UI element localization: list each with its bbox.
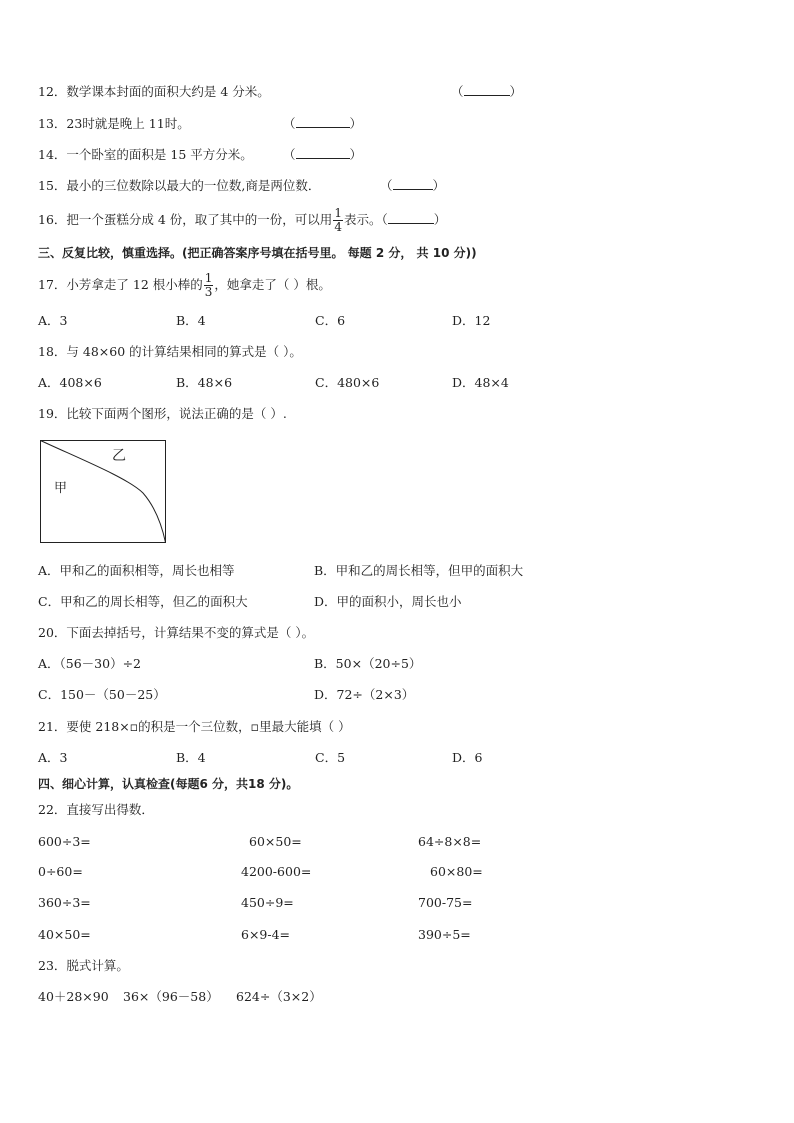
q19-option-d[interactable]: D．甲的面积小，周长也小 [314,594,462,609]
question-17: 17．小芳拿走了 12 根小棒的 $\frac{1}{3}$ ，她拿走了（ ）根。 [38,271,331,299]
q17-option-c[interactable]: C．6 [315,313,346,328]
answer-blank [393,178,433,190]
calc-item: 60×80= [430,864,483,879]
calc-item: 700-75= [418,895,473,910]
label-jia: 甲 [54,481,68,496]
calc-item: 60×50= [249,834,302,849]
expression-item: 40＋28×90 [38,989,109,1004]
question-23: 23．脱式计算。 [38,958,129,973]
q19-option-a[interactable]: A．甲和乙的面积相等，周长也相等 [38,563,235,578]
question-16: 16．把一个蛋糕分成 4 份，取了其中的一份，可以用 $\frac{1}{4}$ 表示。（ ） [38,206,447,234]
answer-blank [464,84,510,96]
q20-option-d[interactable]: D．72÷（2×3） [314,687,415,702]
calc-item: 4200-600= [241,864,312,879]
answer-bracket-16[interactable]: （ ） [381,212,447,227]
question-22: 22．直接写出得数． [38,802,154,817]
expression-item: 624÷（3×2） [236,989,322,1004]
calc-item: 0÷60= [38,864,83,879]
question-13: 13．23时就是晚上 11时。 [38,116,190,131]
question-12: 12．数学课本封面的面积大约是 4 分米。 [38,84,270,99]
q20-option-c[interactable]: C．150－（50－25） [38,687,166,702]
label-yi: 乙 [112,448,126,464]
answer-blank [296,147,350,159]
answer-bracket-14[interactable]: （ ） [283,147,363,162]
section-4-title: 四、细心计算，认真检查(每题6 分，共18 分)。 [38,777,299,791]
answer-bracket-13[interactable]: （ ） [283,116,363,131]
q19-option-b[interactable]: B．甲和乙的周长相等，但甲的面积大 [314,563,524,578]
q18-option-d[interactable]: D．48×4 [452,375,509,390]
question-14: 14．一个卧室的面积是 15 平方分米。 [38,147,253,162]
question-20: 20．下面去掉括号，计算结果不变的算式是（ ）。 [38,625,315,640]
shape-comparison-figure [38,438,168,546]
q17-option-b[interactable]: B．4 [176,313,206,328]
fraction-one-quarter: $\frac{1}{4}$ [334,206,342,234]
question-15: 15．最小的三位数除以最大的一位数,商是两位数． [38,178,321,193]
answer-blank [388,212,434,224]
question-18: 18．与 48×60 的计算结果相同的算式是（ ）。 [38,344,302,359]
fraction-one-third: $\frac{1}{3}$ [204,271,213,299]
calc-item: 390÷5= [418,927,471,942]
q18-option-b[interactable]: B．48×6 [176,375,233,390]
answer-bracket-15[interactable]: （ ） [380,178,446,193]
q17-option-d[interactable]: D．12 [452,313,491,328]
section-3-title: 三、反复比较，慎重选择。(把正确答案序号填在括号里。 每题 2 分， 共 10 分)) [38,246,477,260]
q21-option-d[interactable]: D．6 [452,750,483,765]
answer-blank [296,116,350,128]
question-21: 21．要使 218×▫的积是一个三位数，▫里最大能填（ ） [38,719,351,734]
q18-option-c[interactable]: C．480×6 [315,375,380,390]
q21-option-c[interactable]: C．5 [315,750,346,765]
q20-option-b[interactable]: B．50×（20÷5） [314,656,422,671]
q21-option-b[interactable]: B．4 [176,750,206,765]
answer-bracket-12[interactable]: （ ） [451,84,523,99]
expression-item: 36×（96－58） [123,989,219,1004]
calc-item: 360÷3= [38,895,91,910]
q19-option-c[interactable]: C．甲和乙的周长相等，但乙的面积大 [38,594,248,609]
q18-option-a[interactable]: A．408×6 [38,375,102,390]
calc-item: 40×50= [38,927,91,942]
calc-item: 64÷8×8= [418,834,482,849]
calc-item: 450÷9= [241,895,294,910]
question-19: 19．比较下面两个图形，说法正确的是（ ）. [38,406,287,421]
q20-option-a[interactable]: A．（56－30）÷2 [38,656,142,671]
q21-option-a[interactable]: A．3 [38,750,68,765]
q17-option-a[interactable]: A．3 [38,313,68,328]
calc-item: 600÷3= [38,834,91,849]
calc-item: 6×9-4= [241,927,291,942]
